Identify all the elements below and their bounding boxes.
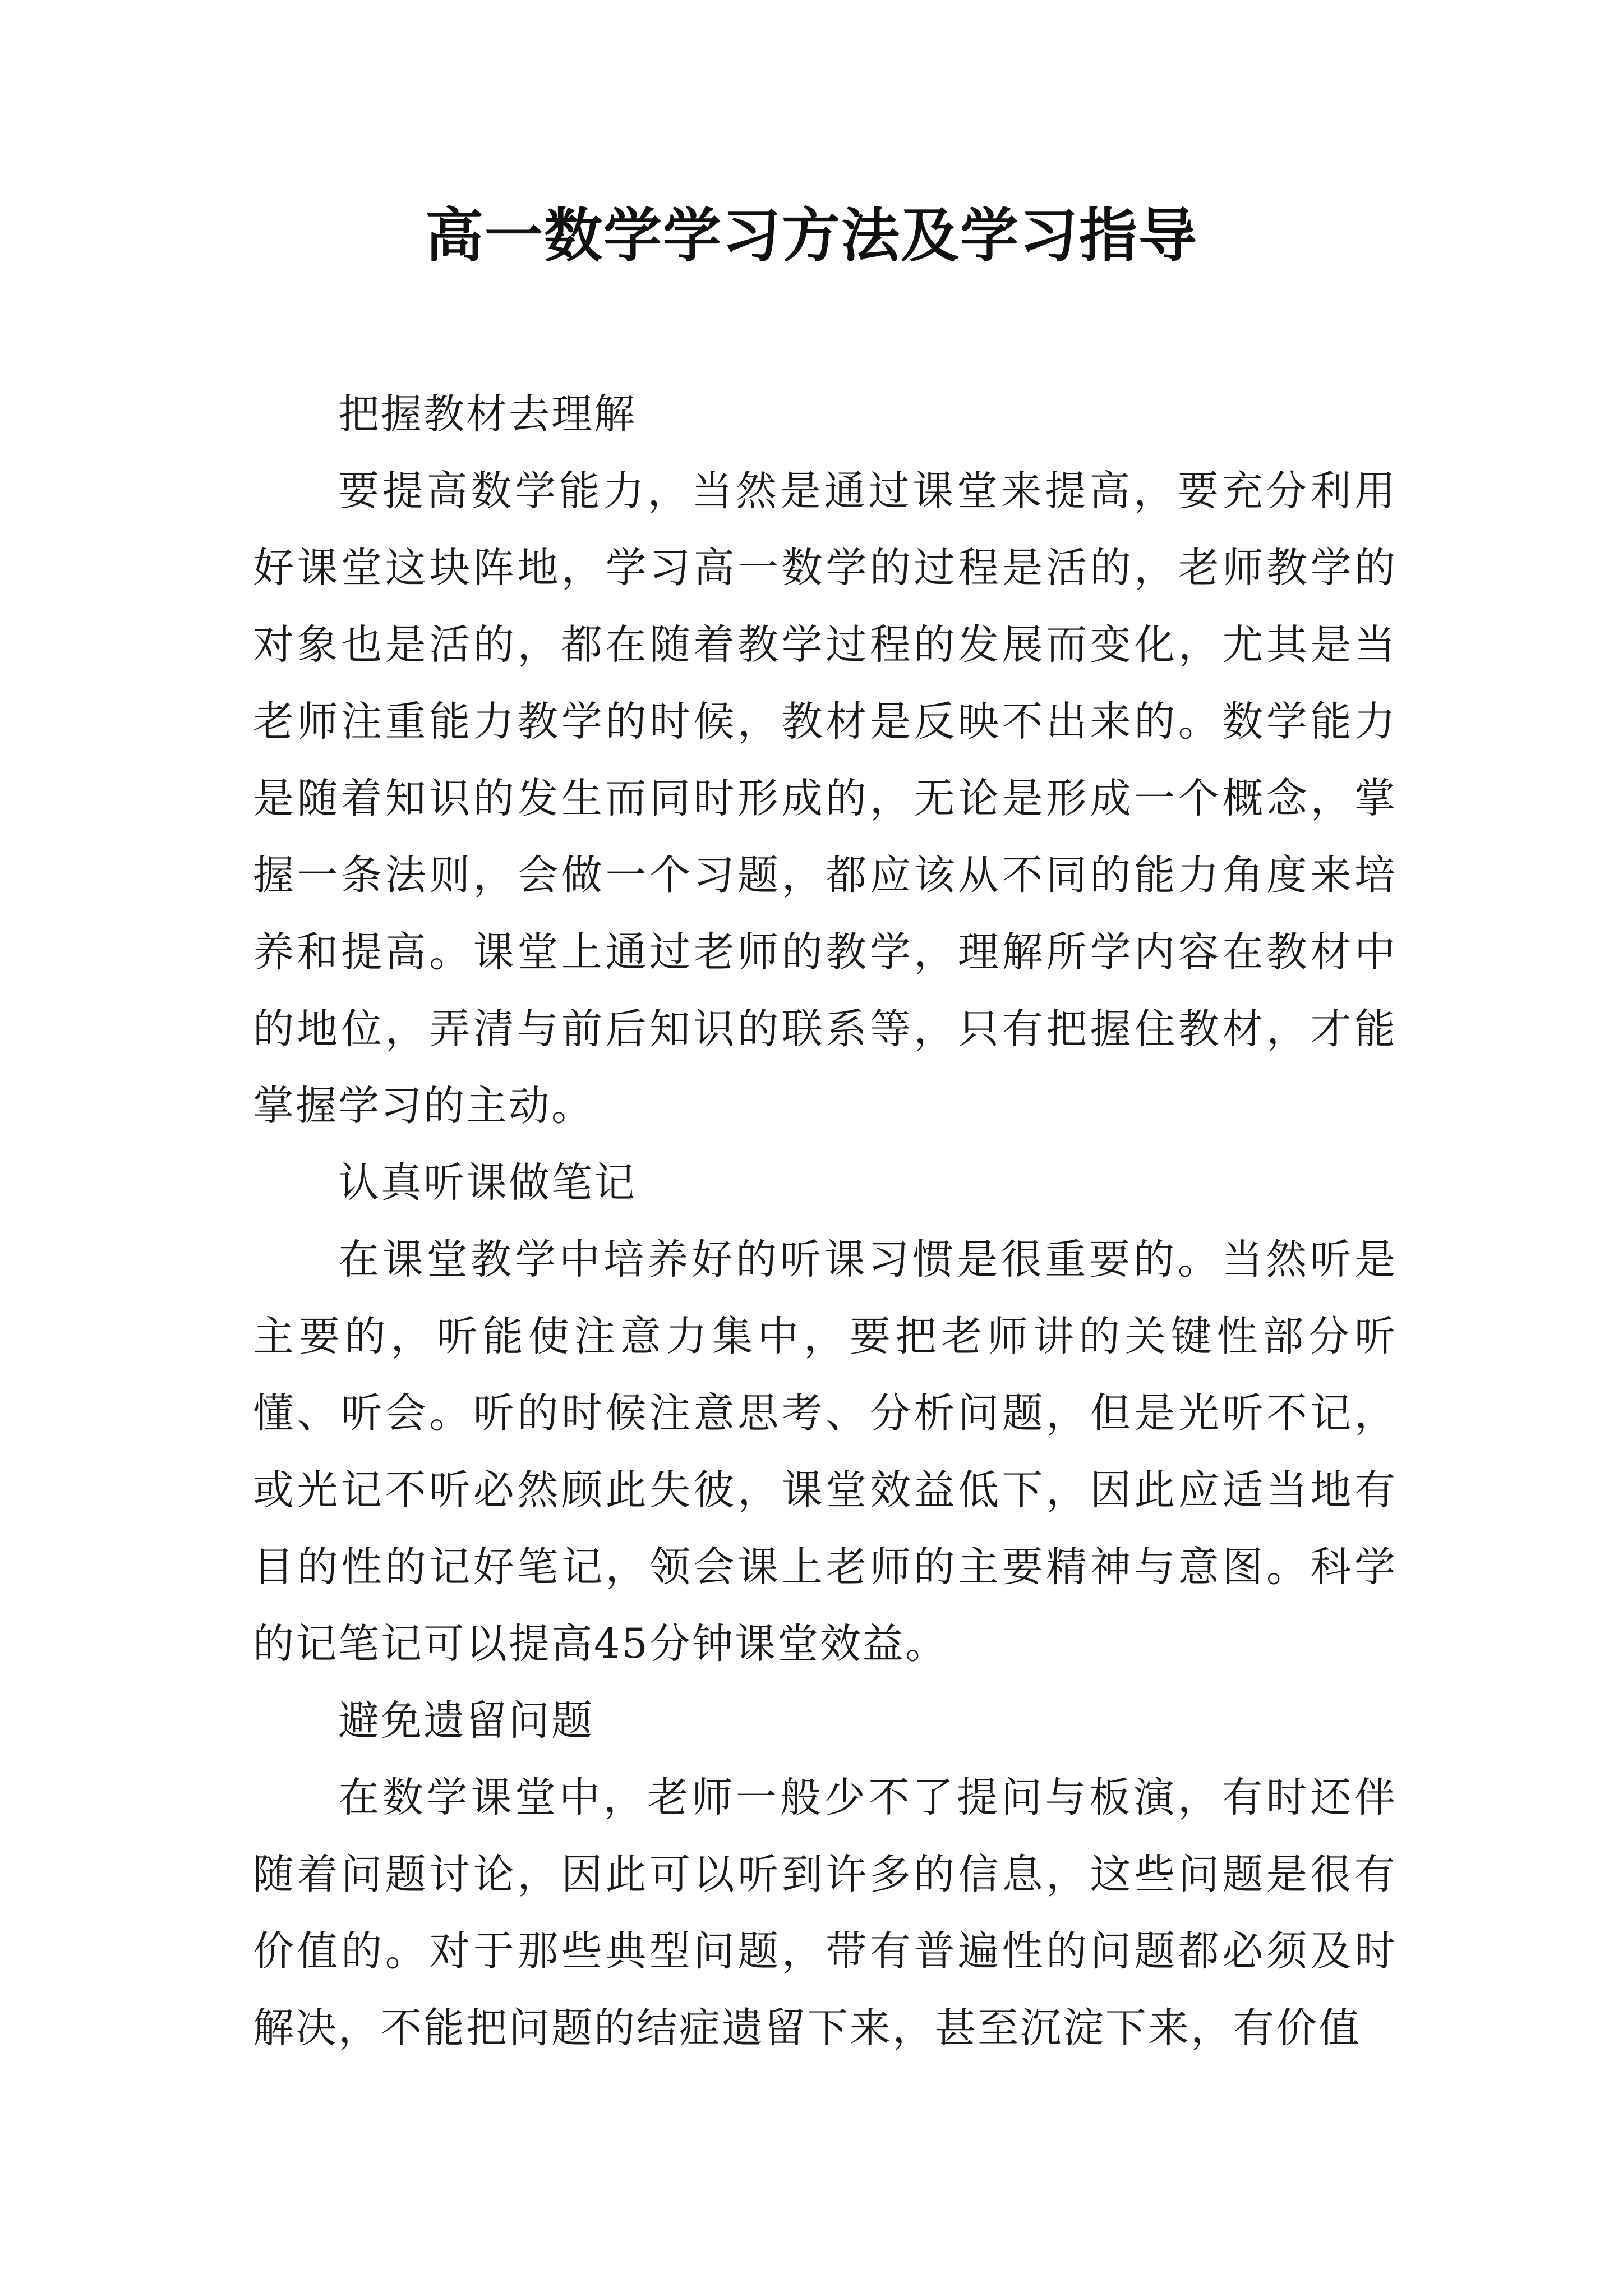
document-body xyxy=(253,376,1397,2067)
section-heading: 避免遗留问题 xyxy=(338,1697,594,1745)
section-heading: 把握教材去理解 xyxy=(338,390,637,438)
section-paragraph: 要提高数学能力，当然是通过课堂来提高，要充分利用好课堂这块阵地，学习高一数学的过程是活的，老师教学的对象也是活的，都在随着教学过程的发展而变化，尤其是当老师注重能力教学的时候，教材是反映不出来的。数学能力是随着知识的发生而同时形成的，无论是形成一个概念，掌握一条法则，会做一个习题，都应该从不同的能力角度来培养和提高。课堂上通过老师的教学，理解所学内容在教材中的地位，弄清与前后知识的联系等，只有把握住教材，才能掌握学习的主动。 xyxy=(253,467,1397,1130)
document-title: 高一数学学习方法及学习指导 xyxy=(425,201,1198,270)
section-heading: 认真听课做笔记 xyxy=(338,1159,637,1207)
section-paragraph: 在课堂教学中培养好的听课习惯是很重要的。当然听是主要的，听能使注意力集中，要把老师讲的关键性部分听懂、听会。听的时候注意思考、分析问题，但是光听不记，或光记不听必然顾此失彼，课堂效益低下，因此应适当地有目的性的记好笔记，领会课上老师的主要精神与意图。科学的记笔记可以提高45分钟课堂效益。 xyxy=(253,1236,1397,1668)
section-paragraph: 在数学课堂中，老师一般少不了提问与板演，有时还伴随着问题讨论，因此可以听到许多的信息，这些问题是很有价值的。对于那些典型问题，带有普遍性的问题都必须及时解决，不能把问题的结症遗留下来，甚至沉淀下来，有价值 xyxy=(253,1774,1397,2052)
